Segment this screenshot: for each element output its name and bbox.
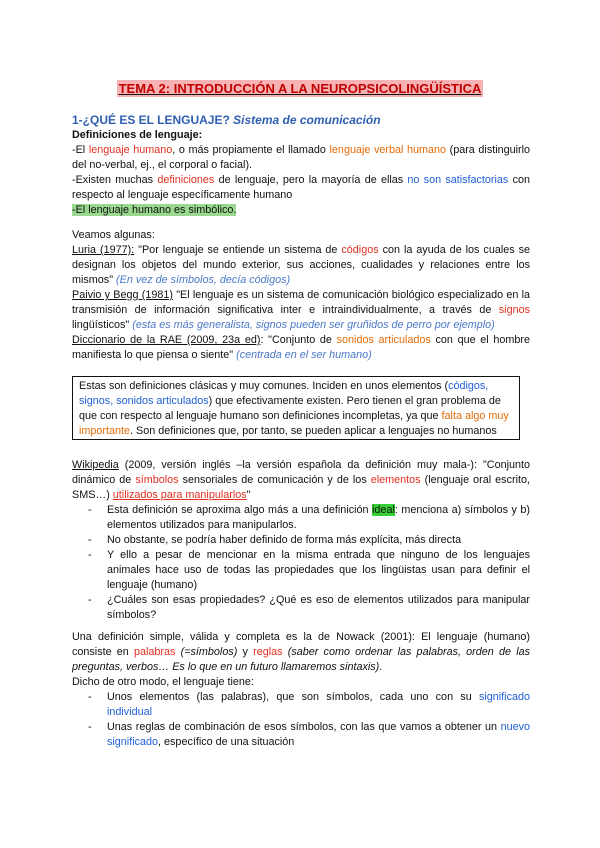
list-item: - Y ello a pesar de mencionar en la misma entrada que ninguno de los lenguajes animales hace uso de todas las propiedades que los lingüistas usan para definir el lenguaje (humano) [72,548,530,593]
definitions-label: Definiciones de lenguaje: [72,129,203,141]
wikipedia-bullets [72,503,530,623]
wikipedia-section [72,458,530,623]
paivio-definition: Paivio y Begg (1981) "El lenguaje es un sistema de comunicación biológico especializado en la transmisión de información significativa inter e intraindividualmente, a través de signos lingüísticos" (esta es más generalista, signos pueden ser gruñidos de perro por ejemplo) [72,289,530,331]
section-heading: 1-¿QUÉ ES EL LENGUAJE? Sistema de comunicación [72,113,381,127]
definition-paragraph-1: -El lenguaje humano, o más propiamente el llamado lenguaje verbal humano (para distinguirlo del no-verbal, ej., el corporal o facial). [72,144,531,171]
list-item: - No obstante, se podría haber definido de forma más explícita, más directa [72,533,530,548]
summary-box: Estas son definiciones clásicas y muy comunes. Inciden en unos elementos (códigos, signos, sonidos articulados) que efectivamente existen. Pero tienen el gran problema de que con respecto al lenguaje humano son definiciones incompletas, ya que falta algo muy importante. Son definiciones que, por tanto, se pueden aplicar a lenguajes no humanos [72,376,520,440]
document-title: TEMA 2: INTRODUCCIÓN A LA NEUROPSICOLINGÜÍSTICA [118,81,482,96]
list-item: - Unas reglas de combinación de esos símbolos, con las que vamos a obtener un nuevo significado, específico de una situación [72,720,530,750]
rae-definition: Diccionario de la RAE (2009, 23a ed): "Conjunto de sonidos articulados con que el hombre manifiesta lo que piensa o siente" (centrada en el ser humano) [72,334,531,361]
list-item: - Esta definición se aproxima algo más a una definición ideal: menciona a) símbolos y b) elementos utilizados para manipularlos. [72,503,530,533]
list-item: - Unos elementos (las palabras), que son símbolos, cada uno con su significado individual [72,690,530,720]
symbolic-statement: -El lenguaje humano es simbólico. [72,204,237,216]
nowack-intro: Dicho de otro modo, el lenguaje tiene: [72,676,254,688]
examples-intro: Veamos algunas: [72,229,155,241]
examples-section [72,228,530,363]
wikipedia-definition: Wikipedia (2009, versión inglés –la versión española da definición muy mala-): "Conjunto dinámico de símbolos sensoriales de comunicación y de los elementos (lenguaje oral escrito, SMS…) utilizados para manipularlos" [72,459,530,501]
nowack-definition: Una definición simple, válida y completa es la de Nowack (2001): El lenguaje (humano) consiste en palabras (=símbolos) y reglas (saber como ordenar las palabras, orden de las preguntas, verbos… Es lo que en un futuro llamaremos sintaxis). [72,631,530,673]
nowack-bullets [72,690,530,750]
section-1 [72,113,530,218]
list-item: - ¿Cuáles son esas propiedades? ¿Qué es eso de elementos utilizados para manipular símbolos? [72,593,530,623]
nowack-section [72,630,530,750]
definition-paragraph-2: -Existen muchas definiciones de lenguaje, pero la mayoría de ellas no son satisfactorias con respecto al lenguaje específicamente humano [72,174,530,201]
luria-definition: Luria (1977): "Por lenguaje se entiende un sistema de códigos con la ayuda de los cuales se designan los objetos del mundo exterior, sus acciones, cualidades y relaciones entre los mismos" (En vez de símbolos, decía códigos) [72,244,530,286]
